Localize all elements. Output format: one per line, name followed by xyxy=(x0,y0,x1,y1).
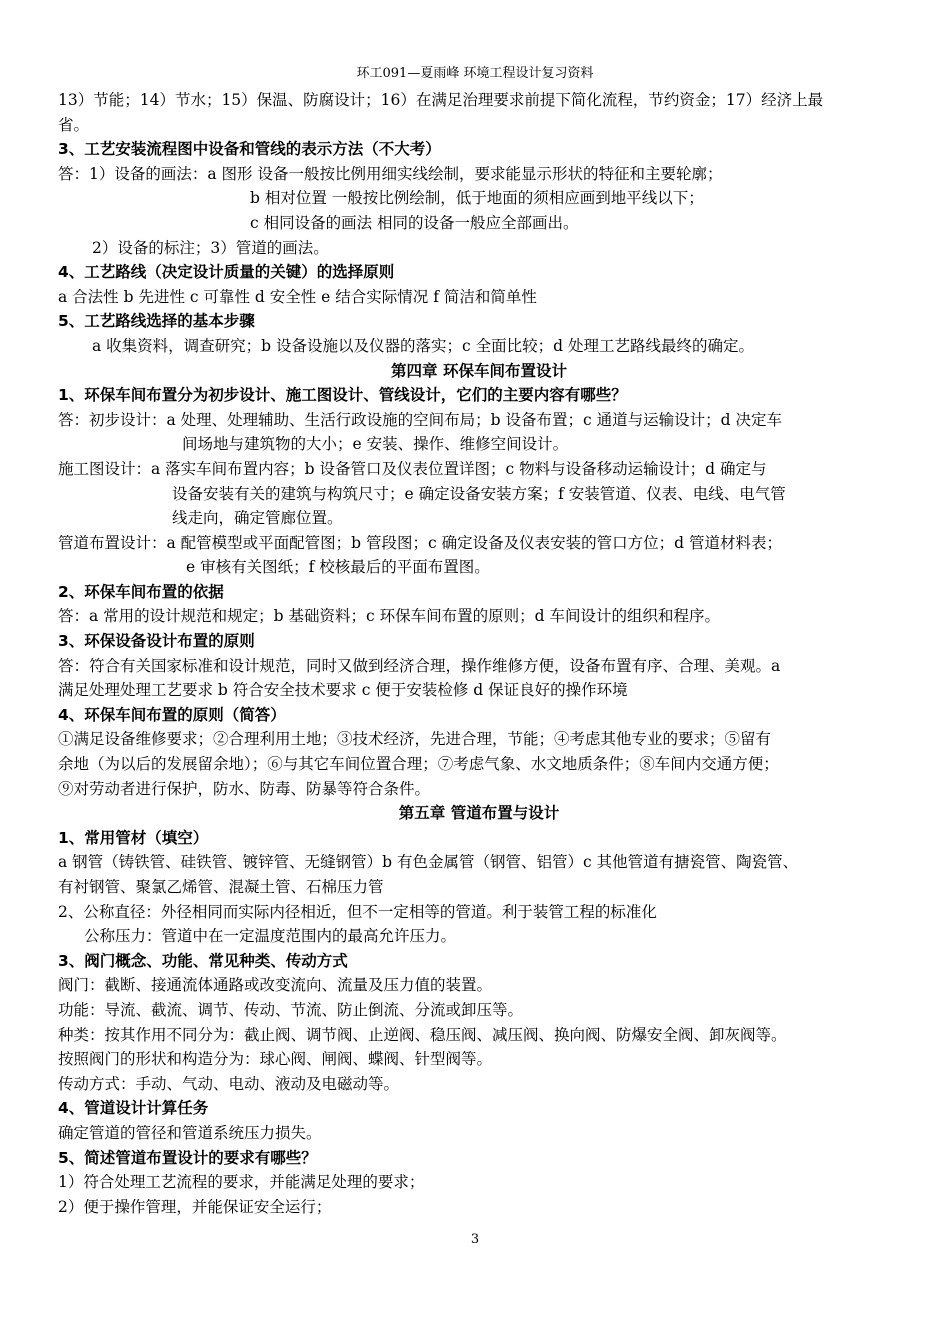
text-line: e 审核有关图纸；f 校核最后的平面布置图。 xyxy=(186,558,490,577)
text-line: b 相对位置 一般按比例绘制，低于地面的须相应画到地平线以下； xyxy=(250,189,704,208)
page-content xyxy=(58,88,900,1219)
text-line: 施工图设计：a 落实车间布置内容；b 设备管口及仪表位置详图；c 物料与设备移动运输设计；d 确定与 xyxy=(58,459,767,478)
text-line: 答：初步设计：a 处理、处理辅助、生活行政设施的空间布局；b 设备布置；c 通道与运输设计；d 决定车 xyxy=(58,410,782,429)
text-line: 设备安装有关的建筑与构筑尺寸；e 确定设备安装方案；f 安装管道、仪表、电线、电气管 xyxy=(172,484,786,503)
text-line: a 钢管（铸铁管、硅铁管、镀锌管、无缝钢管）b 有色金属管（钢管、铝管）c 其他管道有搪瓷管、陶瓷管、 xyxy=(58,853,799,872)
text-line: c 相同设备的画法 相同的设备一般应全部画出。 xyxy=(250,213,579,232)
text-line: 满足处理处理工艺要求 b 符合安全技术要求 c 便于安装检修 d 保证良好的操作环境 xyxy=(58,681,628,700)
section-heading: 3、阀门概念、功能、常见种类、传动方式 xyxy=(58,951,348,970)
section-heading: 4、环保车间布置的原则（简答） xyxy=(58,705,286,724)
text-line: 2）设备的标注；3）管道的画法。 xyxy=(92,238,329,257)
text-line: 阀门：截断、接通流体通路或改变流向、流量及压力值的装置。 xyxy=(58,976,493,995)
section-heading: 2、环保车间布置的依据 xyxy=(58,582,224,601)
page-header: 环工091—夏雨峰 环境工程设计复习资料 xyxy=(356,66,594,81)
text-line: 13）节能；14）节水；15）保温、防腐设计；16）在满足治理要求前提下简化流程，节约资金；17）经济上最 xyxy=(58,91,824,109)
text-line: 确定管道的管径和管道系统压力损失。 xyxy=(58,1123,322,1142)
text-line: 按照阀门的形状和构造分为：球心阀、闸阀、蝶阀、针型阀等。 xyxy=(58,1050,493,1069)
section-heading: 1、常用管材（填空） xyxy=(58,828,209,847)
text-line: 公称压力：管道中在一定温度范围内的最高允许压力。 xyxy=(84,927,457,946)
text-line: ①满足设备维修要求；②合理利用土地；③技术经济，先进合理，节能；④考虑其他专业的要求；⑤留有 xyxy=(58,730,772,749)
section-heading: 5、简述管道布置设计的要求有哪些？ xyxy=(58,1148,317,1167)
text-line: 2）便于操作管理，并能保证安全运行； xyxy=(58,1197,332,1216)
page-number: 3 xyxy=(470,1232,480,1247)
section-heading: 4、工艺路线（决定设计质量的关键）的选择原则 xyxy=(58,263,395,282)
text-line: 功能：导流、截流、调节、传动、节流、防止倒流、分流或卸压等。 xyxy=(58,1000,524,1019)
text-line: 线走向，确定管廊位置。 xyxy=(172,509,343,528)
text-line: 余地（为以后的发展留余地）；⑥与其它车间位置合理；⑦考虑气象、水文地质条件；⑧车间内交通方便； xyxy=(58,755,779,774)
section-heading: 3、工艺安装流程图中设备和管线的表示方法（不大考） xyxy=(58,140,441,159)
text-line: a 收集资料，调查研究；b 设备设施以及仪器的落实；c 全面比较；d 处理工艺路线最终的确定。 xyxy=(92,336,754,355)
text-line: 1）符合处理工艺流程的要求，并能满足处理的要求； xyxy=(58,1173,425,1192)
section-heading: 1、环保车间布置分为初步设计、施工图设计、管线设计，它们的主要内容有哪些？ xyxy=(58,386,627,405)
text-line: 2、公称直径：外径相同而实际内径相近，但不一定相等的管道。利于装管工程的标准化 xyxy=(58,902,657,921)
chapter-title: 第五章 管道布置与设计 xyxy=(398,804,560,823)
text-line: 答：a 常用的设计规范和规定；b 基础资料；c 环保车间布置的原则；d 车间设计的组织和程序。 xyxy=(58,607,720,626)
section-heading: 5、工艺路线选择的基本步骤 xyxy=(58,312,255,331)
section-heading: 4、管道设计计算任务 xyxy=(58,1099,209,1118)
text-line: a 合法性 b 先进性 c 可靠性 d 安全性 e 结合实际情况 f 简洁和简单性 xyxy=(58,287,537,306)
text-line: 答：1）设备的画法：a 图形 设备一般按比例用细实线绘制，要求能显示形状的特征和主要轮廓； xyxy=(58,164,723,183)
section-heading: 3、环保设备设计布置的原则 xyxy=(58,632,255,651)
text-line: 答：符合有关国家标准和设计规范，同时又做到经济合理，操作维修方便，设备布置有序、合理、美观。a xyxy=(58,656,781,675)
text-line: 省。 xyxy=(58,115,90,134)
chapter-title: 第四章 环保车间布置设计 xyxy=(391,361,567,380)
text-line: 间场地与建筑物的大小；e 安装、操作、维修空间设计。 xyxy=(182,435,569,454)
text-line: ⑨对劳动者进行保护，防水、防毒、防暴等符合条件。 xyxy=(58,779,431,798)
text-line: 传动方式：手动、气动、电动、液动及电磁动等。 xyxy=(58,1074,400,1093)
text-line: 管道布置设计：a 配管模型或平面配管图；b 管段图；c 确定设备及仪表安装的管口方位；d 管道材料表； xyxy=(58,533,782,552)
text-line: 有衬钢管、聚氯乙烯管、混凝土管、石棉压力管 xyxy=(58,878,384,896)
text-line: 种类：按其作用不同分为：截止阀、调节阀、止逆阀、稳压阀、减压阀、换向阀、防爆安全阀、卸灰阀等。 xyxy=(58,1025,787,1044)
